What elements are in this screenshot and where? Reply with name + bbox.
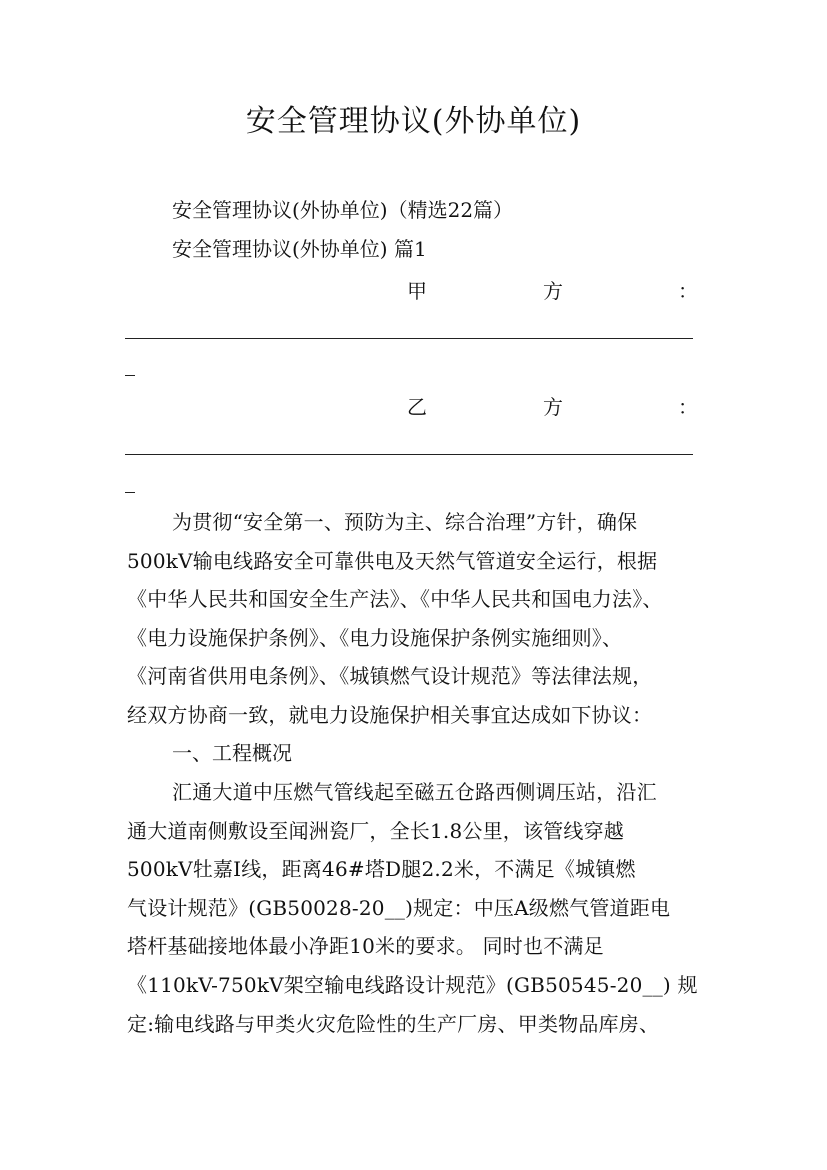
party-a-label-char2: 方	[543, 279, 563, 303]
party-a-colon: ：	[678, 279, 698, 303]
party-a-row	[125, 276, 698, 306]
paragraph-line: 汇通大道中压燃气管线起至磁五仓路西侧调压站，沿汇	[172, 780, 657, 804]
party-a-fill-line-end	[125, 375, 135, 376]
party-b-colon: ：	[678, 395, 698, 419]
paragraph-line: 500kV牡嘉Ⅰ线，距离46#塔D腿2.2米，不满足《城镇燃	[127, 857, 636, 882]
paragraph-line: 定:输电线路与甲类火灾危险性的生产厂房、甲类物品库房、	[127, 1011, 660, 1036]
party-a-label-char1: 甲	[407, 279, 427, 303]
party-b-label-char1: 乙	[407, 395, 427, 419]
paragraph-line: 经双方协商一致，就电力设施保护相关事宜达成如下协议：	[127, 702, 653, 727]
paragraph-line: 《110kV-750kV架空输电线路设计规范》(GB50545-20__) 规	[127, 972, 698, 997]
paragraph-line: 气设计规范》(GB50028-20__)规定：中压A级燃气管道距电	[127, 895, 671, 920]
section-heading: 一、工程概况	[172, 741, 292, 765]
paragraph-line: 《电力设施保护条例》、《电力设施保护条例实施细则》、	[127, 625, 623, 650]
party-b-label-char2: 方	[543, 395, 563, 419]
part-subtitle: 安全管理协议(外协单位) 篇1	[172, 237, 427, 261]
collection-subtitle: 安全管理协议(外协单位)（精选22篇）	[172, 198, 514, 222]
paragraph-line: 500kV输电线路安全可靠供电及天然气管道安全运行，根据	[127, 548, 658, 573]
party-b-fill-line-end	[125, 492, 135, 493]
party-a-fill-line	[125, 338, 693, 339]
party-b-fill-line	[125, 454, 693, 455]
paragraph-line: 塔杆基础接地体最小净距10米的要求。 同时也不满足	[127, 934, 604, 959]
paragraph-project-overview	[127, 773, 707, 1043]
paragraph-line: 通大道南侧敷设至闻洲瓷厂，全长1.8公里，该管线穿越	[127, 818, 625, 843]
party-b-row	[125, 392, 698, 422]
paragraph-line: 为贯彻“安全第一、预防为主、综合治理”方针，确保	[172, 510, 638, 534]
document-title: 安全管理协议(外协单位)	[245, 104, 582, 139]
paragraph-purpose	[127, 503, 707, 735]
paragraph-line: 《中华人民共和国安全生产法》、《中华人民共和国电力法》、	[127, 587, 663, 612]
paragraph-line: 《河南省供用电条例》、《城镇燃气设计规范》等法律法规，	[127, 664, 653, 689]
